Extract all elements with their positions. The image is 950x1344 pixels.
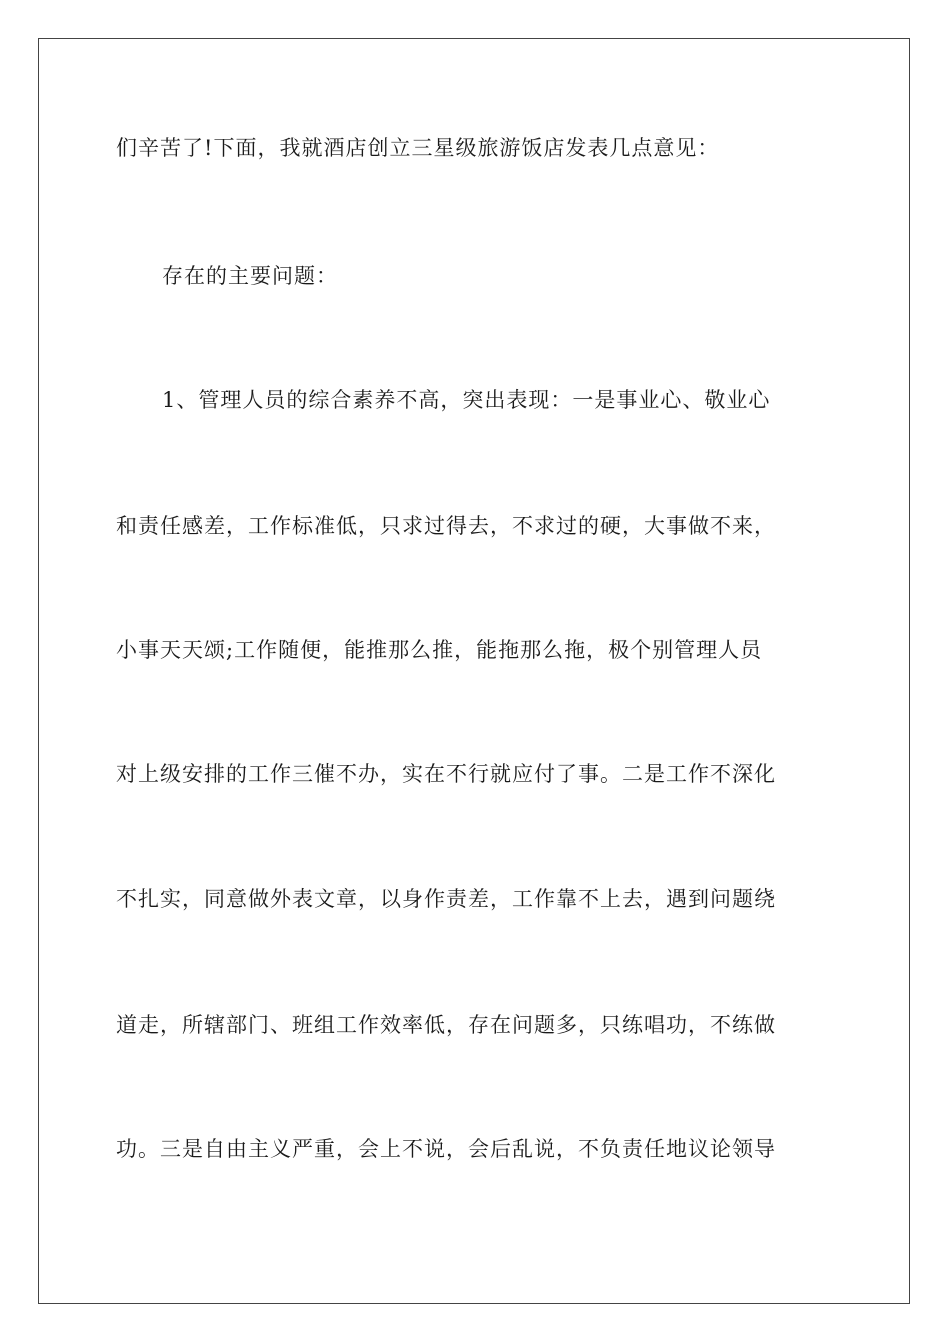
section-heading: 存在的主要问题： bbox=[162, 264, 338, 288]
text-line-4: 和责任感差，工作标准低，只求过得去，不求过的硬，大事做不来， bbox=[116, 514, 776, 538]
page-border bbox=[38, 38, 910, 1304]
text-line-7: 不扎实，同意做外表文章，以身作责差，工作靠不上去，遇到问题绕 bbox=[116, 887, 776, 911]
text-line-6: 对上级安排的工作三催不办，实在不行就应付了事。二是工作不深化 bbox=[116, 762, 776, 786]
text-line-5: 小事天天颂;工作随便，能推那么推，能拖那么拖，极个别管理人员 bbox=[116, 638, 763, 662]
text-line-3: 1、管理人员的综合素养不高，突出表现：一是事业心、敬业心 bbox=[162, 388, 771, 412]
text-line-8: 道走，所辖部门、班组工作效率低，存在问题多，只练唱功，不练做 bbox=[116, 1013, 776, 1037]
text-line-9: 功。三是自由主义严重，会上不说，会后乱说，不负责任地议论领导 bbox=[116, 1137, 776, 1161]
text-line-1: 们辛苦了!下面，我就酒店创立三星级旅游饭店发表几点意见： bbox=[116, 136, 720, 160]
